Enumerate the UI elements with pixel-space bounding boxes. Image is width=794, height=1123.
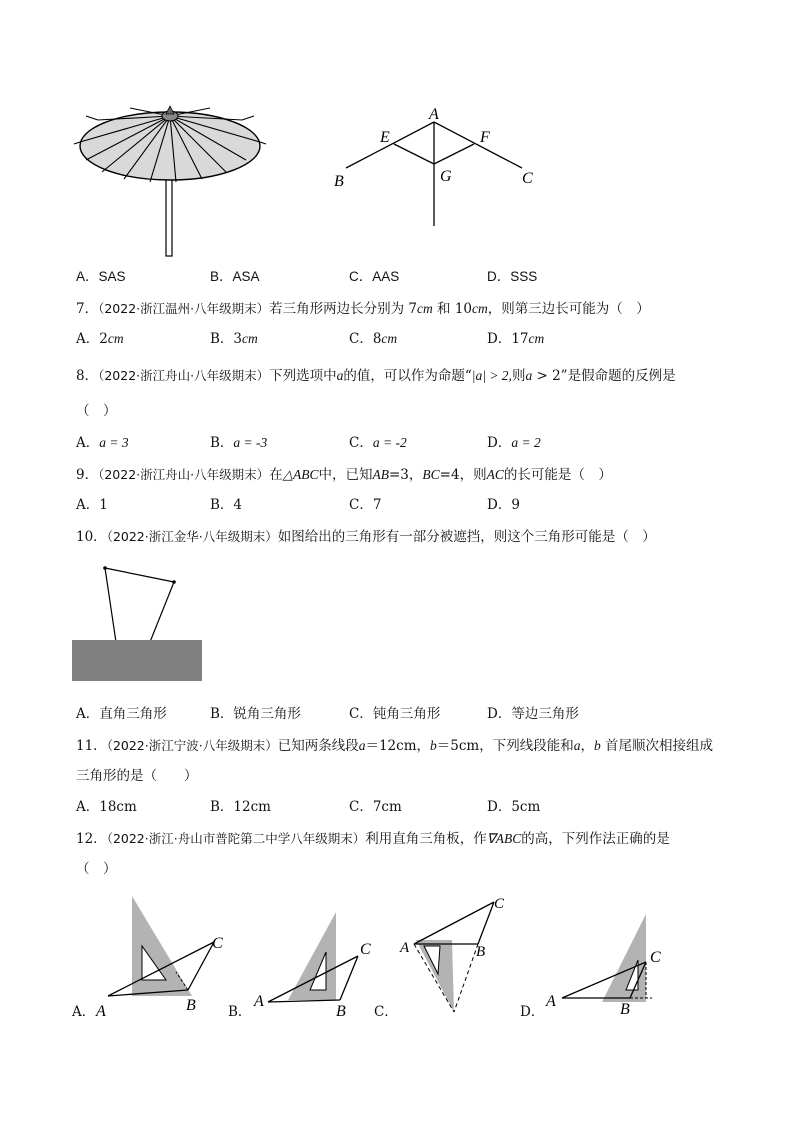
svg-text:A: A bbox=[96, 1003, 106, 1020]
label-g: G bbox=[440, 168, 452, 185]
q12-option-d[interactable]: D． bbox=[520, 1004, 545, 1020]
geometry-figure-abcefg bbox=[326, 102, 546, 232]
q12-figure-a bbox=[92, 892, 242, 1020]
q7-option-d[interactable]: D．17cm bbox=[487, 331, 545, 347]
q9-option-c[interactable]: C．7 bbox=[349, 497, 382, 513]
q10-option-a[interactable]: A．直角三角形 bbox=[76, 706, 167, 722]
q8-option-a[interactable]: A．a = 3 bbox=[76, 435, 129, 451]
q9-option-a[interactable]: A．1 bbox=[76, 497, 108, 513]
svg-text:C: C bbox=[494, 896, 505, 912]
q8-option-c[interactable]: C．a = -2 bbox=[349, 435, 407, 451]
q12-blank: （ ） bbox=[76, 861, 117, 877]
svg-text:C: C bbox=[650, 949, 661, 966]
q10-stem: 10．（2022·浙江金华·八年级期末）如图给出的三角形有一部分被遮挡，则这个三角形可能是（ ） bbox=[76, 529, 656, 545]
label-e: E bbox=[380, 129, 390, 146]
q6-option-d[interactable]: D．SSS bbox=[487, 269, 538, 284]
q12-stem: 12．（2022·浙江·舟山市普陀第二中学八年级期末）利用直角三角板，作∇ABC的高，下列作法正确的是 bbox=[76, 831, 670, 847]
q7-option-b[interactable]: B．3cm bbox=[210, 331, 258, 347]
occluding-rectangle bbox=[72, 640, 202, 681]
umbrella-figure bbox=[70, 98, 270, 260]
q6-option-b[interactable]: B．ASA bbox=[210, 269, 260, 284]
q9-option-d[interactable]: D．9 bbox=[487, 497, 520, 513]
label-f: F bbox=[480, 129, 490, 146]
q7-option-a[interactable]: A．2cm bbox=[76, 331, 124, 347]
q8-option-d[interactable]: D．a = 2 bbox=[487, 435, 541, 451]
q10-option-d[interactable]: D．等边三角形 bbox=[487, 706, 579, 722]
q12-option-b[interactable]: B． bbox=[228, 1004, 252, 1020]
q11-stem: 11．（2022·浙江宁波·八年级期末）已知两条线段a＝12cm，b＝5cm，下列线段能和a，b 首尾顺次相接组成 bbox=[76, 738, 713, 754]
q8-option-b[interactable]: B．a = -3 bbox=[210, 435, 268, 451]
q12-option-c[interactable]: C． bbox=[374, 1004, 398, 1020]
q10-option-c[interactable]: C．钝角三角形 bbox=[349, 706, 441, 722]
q12-figure-d bbox=[540, 910, 670, 1018]
q11-option-d[interactable]: D．5cm bbox=[487, 799, 541, 815]
q11-option-c[interactable]: C．7cm bbox=[349, 799, 402, 815]
q12-figure-b bbox=[248, 906, 378, 1018]
q8-stem: 8．（2022·浙江舟山·八年级期末）下列选项中a的值，可以作为命题“|a| > 2,则a > 2”是假命题的反例是 bbox=[76, 368, 676, 384]
q9-option-b[interactable]: B．4 bbox=[210, 497, 243, 513]
svg-text:A: A bbox=[400, 940, 410, 956]
label-c: C bbox=[522, 170, 533, 187]
q10-option-b[interactable]: B．锐角三角形 bbox=[210, 706, 301, 722]
svg-text:B: B bbox=[336, 1003, 346, 1018]
q12-option-a[interactable]: A． bbox=[72, 1004, 96, 1020]
svg-text:C: C bbox=[212, 935, 223, 952]
occluded-triangle-figure bbox=[70, 562, 210, 686]
q11-stem-line2: 三角形的是（ ） bbox=[76, 768, 198, 784]
svg-text:C: C bbox=[360, 941, 371, 958]
q6-option-c[interactable]: C．AAS bbox=[349, 269, 400, 284]
svg-text:B: B bbox=[186, 997, 196, 1014]
svg-text:B: B bbox=[620, 1001, 630, 1018]
q11-option-b[interactable]: B．12cm bbox=[210, 799, 271, 815]
svg-text:B: B bbox=[476, 944, 486, 960]
q12-figure-c bbox=[396, 894, 516, 1020]
q6-option-a[interactable]: A．SAS bbox=[76, 269, 126, 284]
q7-option-c[interactable]: C．8cm bbox=[349, 331, 398, 347]
label-a: A bbox=[429, 106, 439, 123]
q7-stem: 7．（2022·浙江温州·八年级期末）若三角形两边长分别为 7cm 和 10cm，则第三边长可能为（ ） bbox=[76, 301, 650, 317]
q8-blank: （ ） bbox=[76, 403, 117, 419]
svg-text:A: A bbox=[546, 993, 556, 1010]
label-b: B bbox=[334, 173, 344, 190]
svg-text:A: A bbox=[254, 993, 264, 1010]
q9-stem: 9．（2022·浙江舟山·八年级期末）在△ABC中，已知AB=3，BC=4，则AC的长可能是（ ） bbox=[76, 467, 612, 483]
q11-option-a[interactable]: A．18cm bbox=[76, 799, 137, 815]
